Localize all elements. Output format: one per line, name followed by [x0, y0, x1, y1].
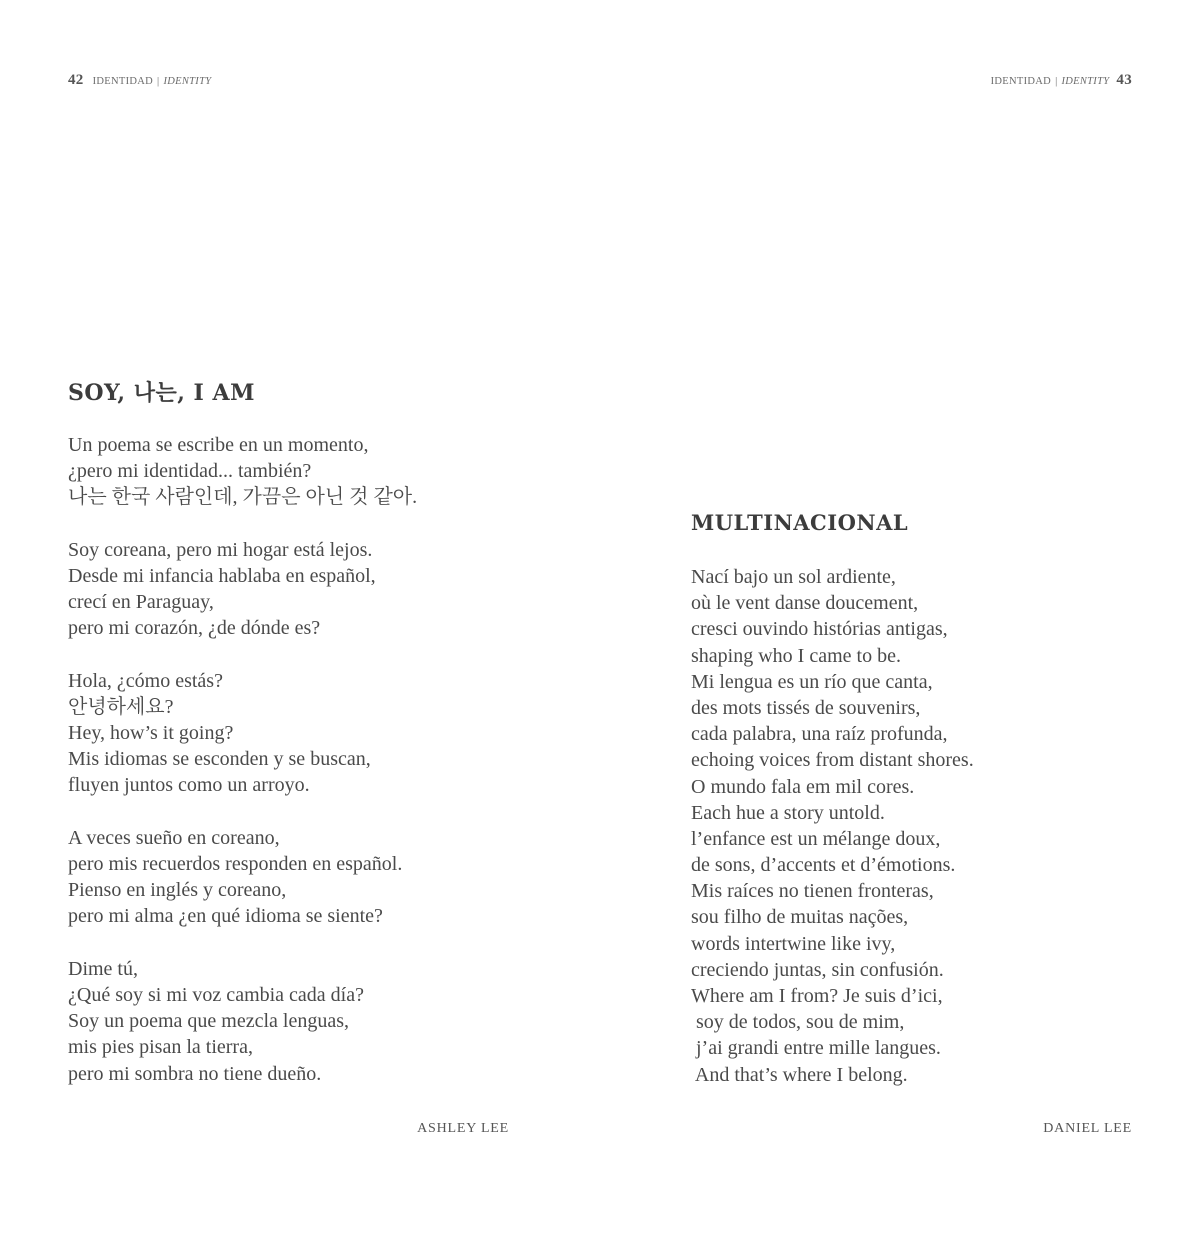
poem-line: echoing voices from distant shores. — [691, 749, 974, 772]
poem-line: And that’s where I belong. — [691, 1063, 908, 1086]
poem-line: fluyen juntos como un arroyo. — [68, 774, 310, 797]
poem-author: DANIEL LEE — [1043, 1121, 1132, 1136]
poem-line: Mis idiomas se esconden y se buscan, — [68, 748, 371, 771]
poem-body — [68, 432, 417, 1087]
poem-stanza — [68, 668, 417, 799]
poem-title: SOY, 나는, I AM — [68, 380, 255, 406]
poem-line: Dime tú, — [68, 957, 138, 980]
section-separator: | — [157, 76, 160, 87]
poem-line: O mundo fala em mil cores. — [691, 775, 915, 798]
poem-line: de sons, d’accents et d’émotions. — [691, 854, 956, 877]
poem-line: 안녕하세요? — [68, 695, 174, 718]
poem-line: Hola, ¿cómo estás? — [68, 669, 223, 692]
poem-line: Pienso en inglés y coreano, — [68, 879, 287, 902]
poem-stanza — [68, 825, 417, 930]
poem-line: Un poema se escribe en un momento, — [68, 434, 369, 456]
poem-line: pero mi sombra no tiene dueño. — [68, 1062, 322, 1085]
poem-line: pero mi corazón, ¿de dónde es? — [68, 617, 321, 640]
poem-line: j’ai grandi entre mille langues. — [691, 1037, 941, 1060]
poem-line: ¿pero mi identidad... también? — [68, 460, 312, 483]
poem-line: words intertwine like ivy, — [691, 932, 896, 955]
poem-line: cresci ouvindo histórias antigas, — [691, 618, 948, 641]
poem-line: pero mi alma ¿en qué idioma se siente? — [68, 905, 383, 928]
poem-line: où le vent danse doucement, — [691, 592, 919, 615]
poem-line: pero mis recuerdos responden en español. — [68, 853, 403, 875]
poem-line: Soy coreana, pero mi hogar está lejos. — [68, 538, 373, 561]
section-name-en: IDENTITY — [163, 76, 212, 87]
section-name-es: IDENTIDAD — [990, 76, 1052, 87]
section-name-en: IDENTITY — [1061, 76, 1110, 87]
poem-line: Each hue a story untold. — [691, 801, 885, 824]
poem-stanza — [68, 537, 417, 642]
poem-line: sou filho de muitas nações, — [691, 906, 909, 929]
poem-line: crecí en Paraguay, — [68, 591, 214, 614]
poem-line: Nací bajo un sol ardiente, — [691, 566, 896, 588]
poem-line: Desde mi infancia hablaba en español, — [68, 564, 376, 587]
page-header-right — [991, 72, 1132, 89]
poem-stanza — [68, 956, 417, 1087]
poem-line: des mots tissés de souvenirs, — [691, 696, 921, 719]
poem-body — [691, 564, 974, 1088]
poem-line: Mi lengua es un río que canta, — [691, 670, 933, 693]
poem-line: Soy un poema que mezcla lenguas, — [68, 1010, 350, 1033]
poem-line: mis pies pisan la tierra, — [68, 1036, 253, 1059]
poem-line: 나는 한국 사람인데, 가끔은 아닌 것 같아. — [68, 486, 418, 509]
poem-line: Hey, how’s it going? — [68, 722, 234, 745]
poem-title: MULTINACIONAL — [691, 510, 909, 535]
section-name-es: IDENTIDAD — [92, 76, 154, 87]
poem-stanza — [68, 432, 417, 511]
poem-line: ¿Qué soy si mi voz cambia cada día? — [68, 983, 364, 1006]
poem-line: A veces sueño en coreano, — [68, 826, 280, 849]
poem-line: l’enfance est un mélange doux, — [691, 827, 941, 850]
poem-line: shaping who I came to be. — [691, 644, 901, 667]
poem-line: cada palabra, una raíz profunda, — [691, 723, 948, 746]
page-number: 43 — [1116, 72, 1132, 88]
section-separator: | — [1055, 76, 1058, 87]
poem-line: Mis raíces no tienen fronteras, — [691, 880, 934, 903]
page-number: 42 — [68, 72, 84, 88]
poem-stanza — [691, 564, 974, 1088]
poem-line: soy de todos, sou de mim, — [691, 1011, 905, 1034]
poem-line: creciendo juntas, sin confusión. — [691, 958, 944, 981]
page-header-left — [68, 72, 211, 89]
poem-line: Where am I from? Je suis d’ici, — [691, 985, 943, 1007]
poem-author: ASHLEY LEE — [417, 1121, 509, 1136]
